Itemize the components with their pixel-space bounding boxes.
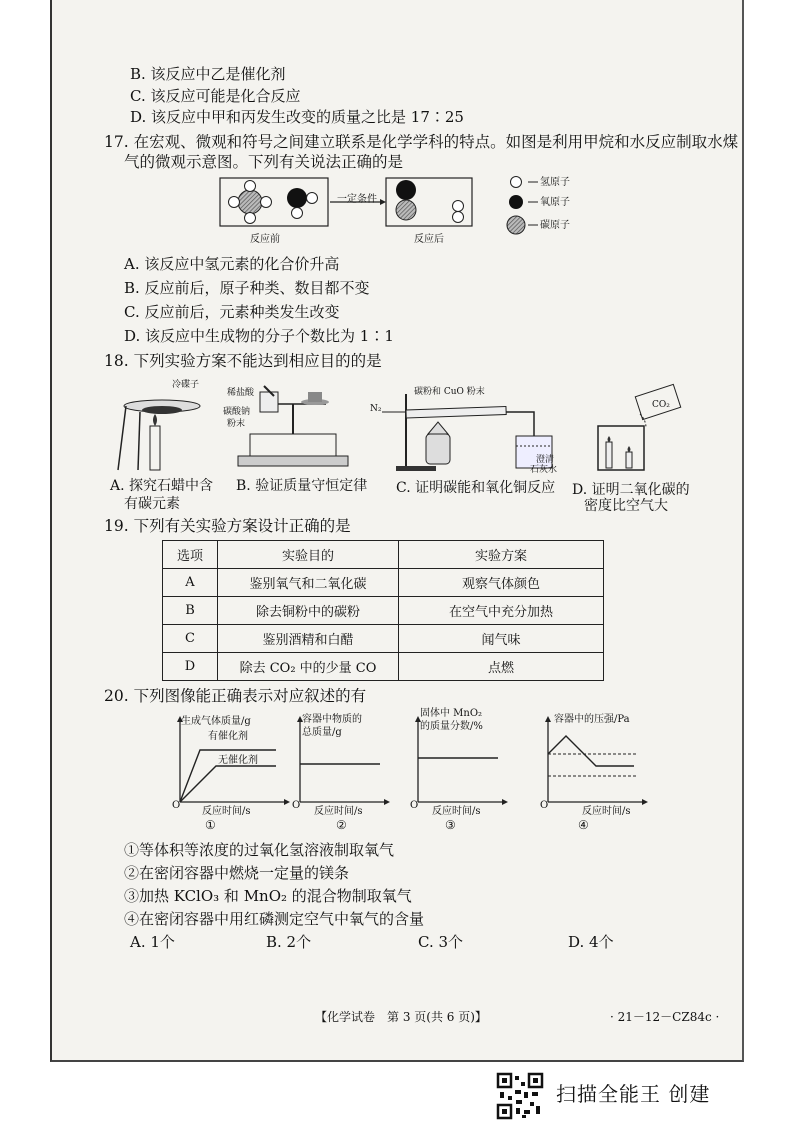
page-footer: 【化学试卷 第 3 页(共 6 页)】 [315,1010,487,1024]
graph1-ylabel: 生成气体质量/g [181,716,251,727]
header-option: 选项 [163,541,218,569]
q18-caption-d1: D. 证明二氧化碳的 [572,482,690,498]
graph4-origin: O [540,800,549,811]
q17-arrow-label: 一定条件 [337,194,377,205]
q20-item-4: ④在密闭容器中用红磷测定空气中氧气的含量 [124,910,425,928]
q20-choice-a: A. 1个 [130,933,175,951]
header-plan: 实验方案 [399,541,604,569]
cell-plan: 点燃 [399,653,604,681]
q17-before-label: 反应前 [250,234,280,245]
graph1-xlabel: 反应时间/s [202,806,251,817]
q17-after-label: 反应后 [414,234,444,245]
q16-option-c: C. 该反应可能是化合反应 [130,87,301,105]
cell-option: D [163,653,218,681]
graph3-xlabel: 反应时间/s [432,806,481,817]
q17-option-a: A. 该反应中氢元素的化合价升高 [124,255,340,273]
q17-legend-hydrogen: 氢原子 [540,177,570,188]
q18-label-cold-plate: 冷碟子 [172,380,200,390]
q20-stem: 20. 下列图像能正确表示对应叙述的有 [104,687,367,705]
q18-caption-a1: A. 探究石蜡中含 [110,478,214,494]
q18-stem: 18. 下列实验方案不能达到相应目的的是 [104,352,382,370]
graph1-curve1: 有催化剂 [208,731,248,742]
graph1-origin: O [172,800,181,811]
cell-plan: 观察气体颜色 [399,569,604,597]
cell-plan: 在空气中充分加热 [399,597,604,625]
q18-caption-b: B. 验证质量守恒定律 [236,478,368,494]
table-row [163,597,604,625]
cell-option: B [163,597,218,625]
cell-purpose: 鉴别酒精和白醋 [218,625,399,653]
graph1-number: ① [205,818,216,832]
cell-purpose: 鉴别氧气和二氧化碳 [218,569,399,597]
q20-graph-4 [544,716,654,806]
q19-stem: 19. 下列有关实验方案设计正确的是 [104,517,351,535]
table-row [163,625,604,653]
qr-code-icon [496,1072,544,1120]
table-row [163,569,604,597]
cell-purpose: 除去 CO₂ 中的少量 CO [218,653,399,681]
q20-item-3: ③加热 KClO₃ 和 MnO₂ 的混合物制取氧气 [124,887,412,905]
graph2-ylabel2: 总质量/g [302,727,342,738]
header-purpose: 实验目的 [218,541,399,569]
q18-label-hcl: 稀盐酸 [227,388,255,398]
graph3-origin: O [410,800,419,811]
q17-stem-line1: 17. 在宏观、微观和符号之间建立联系是化学学科的特点。如图是利用甲烷和水反应制取水煤 [104,133,739,151]
graph3-number: ③ [445,818,456,832]
cell-purpose: 除去铜粉中的碳粉 [218,597,399,625]
q20-choice-d: D. 4个 [568,933,614,951]
q20-choice-c: C. 3个 [418,933,464,951]
q19-table [162,540,604,681]
scanner-watermark: 扫描全能王 创建 [556,1082,711,1106]
graph3-ylabel1: 固体中 MnO₂ [420,708,483,719]
q18-caption-d2: 密度比空气大 [584,498,668,514]
page-code: · 21－12－CZ84c · [610,1010,720,1024]
graph1-curve2: 无催化剂 [218,755,258,766]
q17-option-b: B. 反应前后，原子种类、数目都不变 [124,279,370,297]
q18-label-limewater-1: 澄清 [536,455,555,465]
q18-label-limewater-2: 石灰水 [530,465,558,475]
graph2-origin: O [292,800,301,811]
table-header-row [163,541,604,569]
graph4-ylabel: 容器中的压强/Pa [554,714,630,725]
cell-option: C [163,625,218,653]
q18-caption-c: C. 证明碳能和氧化铜反应 [396,480,556,496]
q20-item-1: ①等体积等浓度的过氧化氢溶液制取氧气 [124,841,395,859]
q16-option-d: D. 该反应中甲和丙发生改变的质量之比是 17∶25 [130,108,464,126]
q20-item-2: ②在密闭容器中燃烧一定量的镁条 [124,864,350,882]
cell-option: A [163,569,218,597]
q20-choice-b: B. 2个 [266,933,312,951]
q18-label-c-cuo: 碳粉和 CuO 粉末 [414,387,485,397]
graph4-number: ④ [578,818,589,832]
q17-legend-oxygen: 氧原子 [540,197,570,208]
q17-option-d: D. 该反应中生成物的分子个数比为 1∶1 [124,327,394,345]
q17-stem-line2: 气的微观示意图。下列有关说法正确的是 [124,153,404,171]
graph2-ylabel1: 容器中物质的 [302,714,362,725]
q18-label-n2: N₂ [370,404,382,414]
q17-legend-carbon: 碳原子 [540,220,570,231]
q18-label-powder: 粉末 [227,419,246,429]
cell-plan: 闻气味 [399,625,604,653]
q17-option-c: C. 反应前后，元素种类发生改变 [124,303,340,321]
graph2-number: ② [336,818,347,832]
graph2-xlabel: 反应时间/s [314,806,363,817]
graph3-ylabel2: 的质量分数/% [420,721,483,732]
q18-caption-a2: 有碳元素 [124,496,180,512]
q16-option-b: B. 该反应中乙是催化剂 [130,65,286,83]
table-row [163,653,604,681]
q18-label-co2: CO₂ [652,400,670,410]
q18-label-na2co3: 碳酸钠 [223,407,251,417]
graph4-xlabel: 反应时间/s [582,806,631,817]
